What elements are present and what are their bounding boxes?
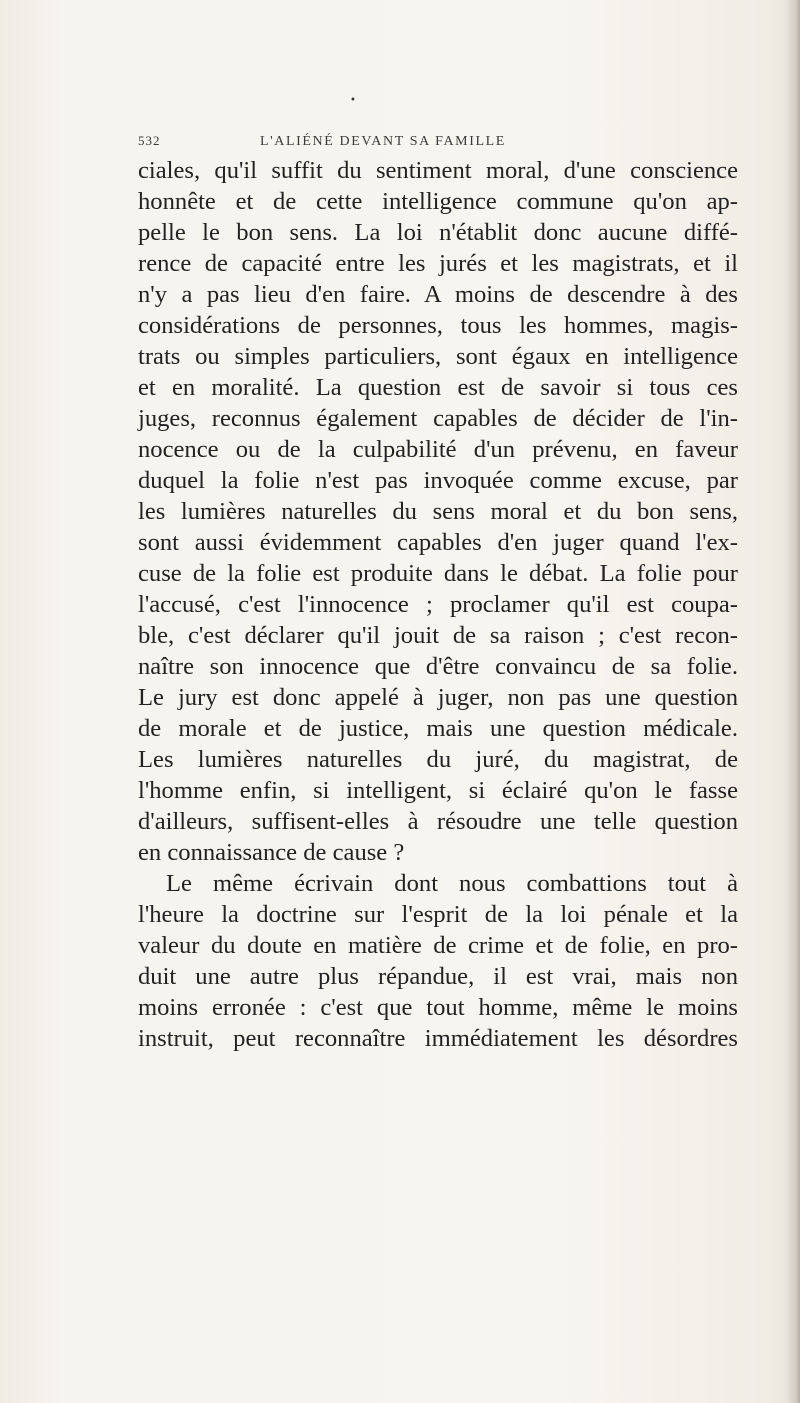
text-line: Le jury est donc appelé à juger, non pas une question: [138, 684, 738, 711]
text-line: les lumières naturelles du sens moral et du bon sens,: [138, 498, 738, 525]
text-line: considérations de personnes, tous les hommes, magis-: [138, 312, 738, 339]
text-line: valeur du doute en matière de crime et de folie, en pro-: [138, 932, 738, 959]
text-line: pelle le bon sens. La loi n'établit donc aucune diffé-: [138, 219, 738, 246]
text-line: juges, reconnus également capables de décider de l'in-: [138, 405, 738, 432]
text-line: d'ailleurs, suffisent-elles à résoudre une telle question: [138, 808, 738, 835]
text-line: n'y a pas lieu d'en faire. A moins de descendre à des: [138, 281, 738, 308]
running-head: L'ALIÉNÉ DEVANT SA FAMILLE: [260, 134, 506, 149]
text-line: ble, c'est déclarer qu'il jouit de sa raison ; c'est recon-: [138, 622, 738, 649]
text-line: duit une autre plus répandue, il est vrai, mais non: [138, 963, 738, 990]
body-text: [138, 155, 738, 1054]
text-line: l'accusé, c'est l'innocence ; proclamer qu'il est coupa-: [138, 591, 738, 618]
text-line: de morale et de justice, mais une question médicale.: [138, 715, 738, 742]
text-line: moins erronée : c'est que tout homme, même le moins: [138, 994, 738, 1021]
page-header: [138, 133, 608, 150]
page-number: 532: [138, 133, 161, 148]
print-mark: •: [350, 95, 356, 106]
text-line: cuse de la folie est produite dans le débat. La folie pour: [138, 560, 738, 587]
text-line-paragraph-end: en connaissance de cause ?: [138, 839, 405, 866]
text-line: duquel la folie n'est pas invoquée comme excuse, par: [138, 467, 738, 494]
text-line: ciales, qu'il suffit du sentiment moral, d'une conscience: [138, 157, 738, 184]
text-line: l'homme enfin, si intelligent, si éclairé qu'on le fasse: [138, 777, 738, 804]
text-line: nocence ou de la culpabilité d'un prévenu, en faveur: [138, 436, 738, 463]
page-edge-shadow: [786, 0, 800, 1403]
text-line: l'heure la doctrine sur l'esprit de la loi pénale et la: [138, 901, 738, 928]
text-line: rence de capacité entre les jurés et les magistrats, et il: [138, 250, 738, 277]
text-line: trats ou simples particuliers, sont égaux en intelligence: [138, 343, 738, 370]
text-line: Les lumières naturelles du juré, du magistrat, de: [138, 746, 738, 773]
text-line: naître son innocence que d'être convaincu de sa folie.: [138, 653, 738, 680]
text-line: honnête et de cette intelligence commune qu'on ap-: [138, 188, 738, 215]
text-line: sont aussi évidemment capables d'en juger quand l'ex-: [138, 529, 738, 556]
text-line: instruit, peut reconnaître immédiatement les désordres: [138, 1025, 738, 1052]
text-line: et en moralité. La question est de savoir si tous ces: [138, 374, 738, 401]
text-line-paragraph-start: Le même écrivain dont nous combattions tout à: [166, 870, 738, 897]
